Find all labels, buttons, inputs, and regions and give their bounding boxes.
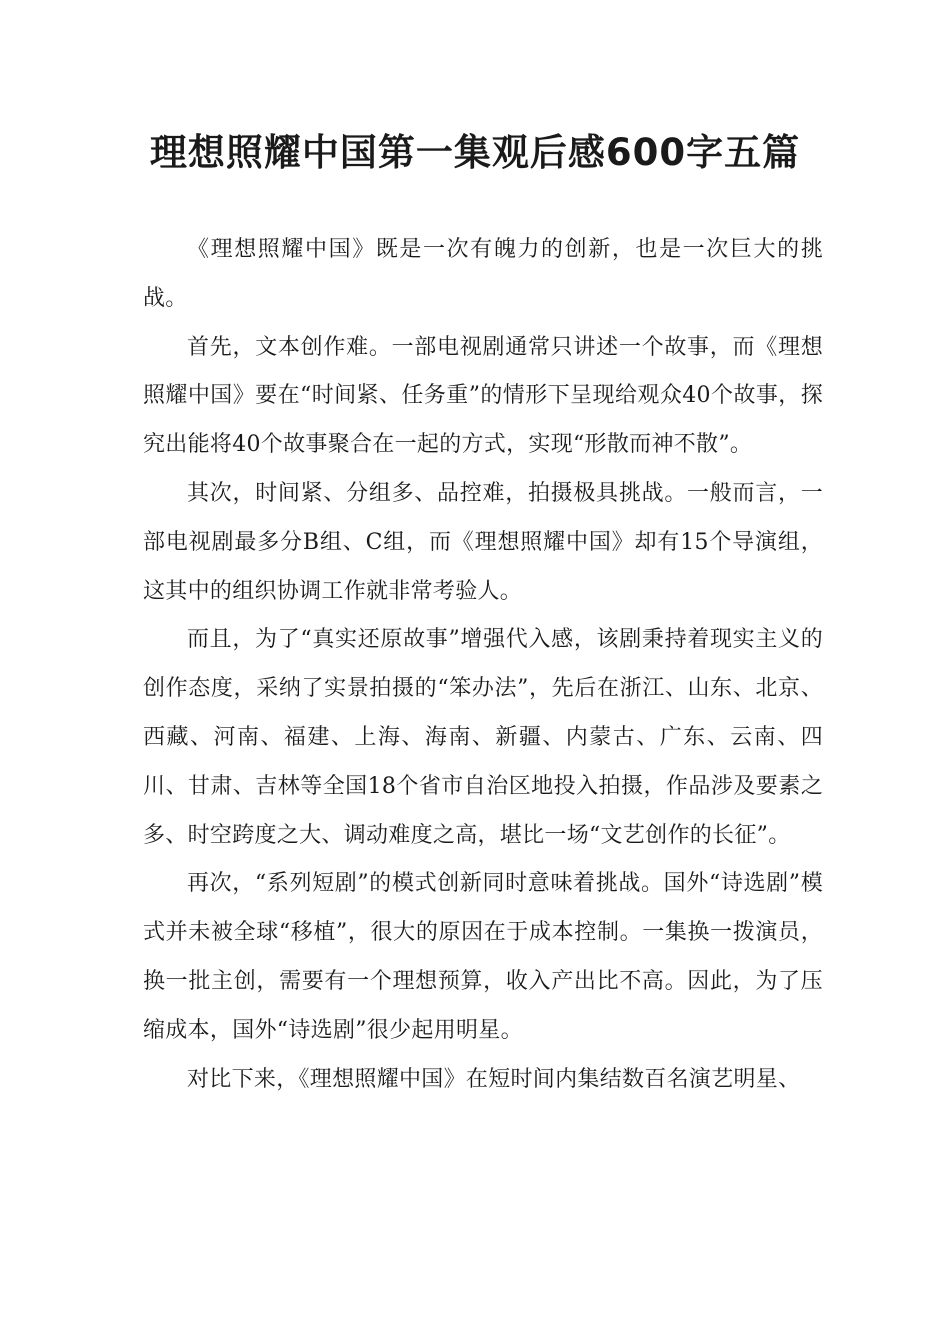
- paragraph: 对比下来，《理想照耀中国》在短时间内集结数百名演艺明星、: [187, 1066, 801, 1092]
- paragraph: 再次，“系列短剧”的模式创新同时意味着挑战。国外“诗选剧”模式并未被全球“移植”，很大的原因在于成本控制。一集换一拨演员，换一批主创，需要有一个理想预算，收入产出比不高。因此，为了压缩成本，国外“诗选剧”很少起用明星。: [143, 871, 823, 1043]
- paragraph: 首先，文本创作难。一部电视剧通常只讲述一个故事，而《理想照耀中国》要在“时间紧、任务重”的情形下呈现给观众40个故事，探究出能将40个故事聚合在一起的方式，实现“形散而神不散”。: [143, 334, 823, 458]
- paragraph: 而且，为了“真实还原故事”增强代入感，该剧秉持着现实主义的创作态度，采纳了实景拍摄的“笨办法”，先后在浙江、山东、北京、西藏、河南、福建、上海、海南、新疆、内蒙古、广东、云南、四川、甘肃、吉林等全国18个省市自治区地投入拍摄，作品涉及要素之多、时空跨度之大、调动难度之高，堪比一场“文艺创作的长征”。: [143, 627, 823, 848]
- paragraph: 《理想照耀中国》既是一次有魄力的创新，也是一次巨大的挑战。: [143, 237, 823, 311]
- document-title: 理想照耀中国第一集观后感600字五篇: [149, 131, 801, 174]
- paragraph: 其次，时间紧、分组多、品控难，拍摄极具挑战。一般而言，一部电视剧最多分B组、C组，而《理想照耀中国》却有15个导演组，这其中的组织协调工作就非常考验人。: [143, 480, 823, 604]
- document-body: [143, 226, 823, 1104]
